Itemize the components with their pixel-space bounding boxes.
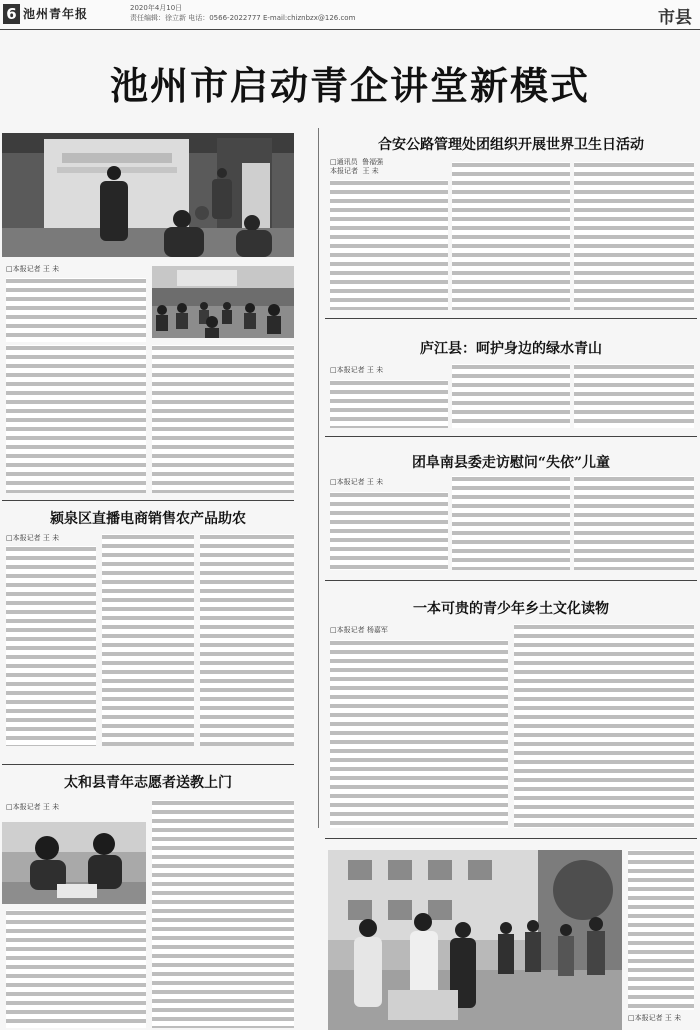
section-name: 市县 (658, 8, 692, 28)
lecture-photo (2, 133, 294, 257)
funan-body-col3 (574, 476, 694, 570)
rule-right-2 (325, 436, 697, 437)
volunteer-body-col1 (6, 910, 146, 1028)
rule-right-1 (325, 318, 697, 319)
volunteer-byline: □本报记者 王 未 (6, 803, 60, 811)
editor-info: 责任编辑：徐立新 电话：0566-2022777 E-mail:chiznbzx@126.com (130, 14, 356, 22)
lead-byline: □本报记者 王 未 (6, 265, 60, 273)
highway-title: 合安公路管理处团组织开展世界卫生日活动 (378, 137, 644, 153)
lujiang-body-col1 (330, 380, 448, 428)
rule-right-3 (325, 580, 697, 581)
masthead (0, 0, 700, 30)
book-byline: □本报记者 杨嘉军 (330, 626, 388, 634)
lead-body-col2 (6, 345, 146, 493)
lujiang-byline: □本报记者 王 未 (330, 366, 384, 374)
book-body-col2 (514, 624, 694, 828)
highway-body-col1 (330, 180, 448, 310)
ecommerce-body-col2 (102, 534, 194, 746)
ecommerce-body-col3 (200, 534, 294, 746)
funan-title: 团阜南县委走访慰问“失依”儿童 (411, 455, 611, 471)
funan-body-col2 (452, 476, 570, 570)
masthead-meta (130, 3, 355, 23)
book-body-col1 (330, 640, 508, 828)
volunteer-title: 太和县青年志愿者送教上门 (64, 775, 232, 791)
lujiang-body-col3 (574, 364, 694, 428)
book-title: 一本可贵的青少年乡土文化读物 (413, 601, 609, 617)
ecommerce-byline: □本报记者 王 未 (6, 534, 60, 542)
lujiang-title: 庐江县：呵护身边的绿水青山 (420, 341, 602, 357)
bottom-right-byline: □本报记者 王 未 (628, 1014, 682, 1022)
issue-date: 2020年4月10日 (130, 4, 183, 12)
highway-byline: □通讯员 鲁福强 本报记者 王 未 (330, 158, 384, 175)
funan-body-col1 (330, 492, 448, 570)
audience-photo (152, 266, 294, 338)
tutoring-photo (2, 822, 146, 904)
volunteer-body-col2 (152, 800, 294, 1028)
lead-body-col3 (152, 345, 294, 493)
page-number: 6 (3, 4, 20, 24)
rule-right-4 (325, 838, 697, 839)
street-photo (328, 850, 622, 1030)
rule-left-2 (2, 764, 294, 765)
column-separator (318, 128, 319, 828)
page-headline: 池州市启动青企讲堂新模式 (109, 63, 590, 108)
lead-body-col1 (6, 278, 146, 342)
lujiang-body-col2 (452, 364, 570, 428)
highway-body-col3 (574, 162, 694, 310)
paper-name: 池州青年报 (23, 7, 89, 21)
funan-byline: □本报记者 王 未 (330, 478, 384, 486)
rule-left-1 (2, 500, 294, 501)
highway-body-col2 (452, 162, 570, 310)
ecommerce-title: 颍泉区直播电商销售农产品助农 (50, 511, 246, 527)
bottom-right-body (628, 850, 694, 1010)
ecommerce-body-col1 (6, 546, 96, 746)
